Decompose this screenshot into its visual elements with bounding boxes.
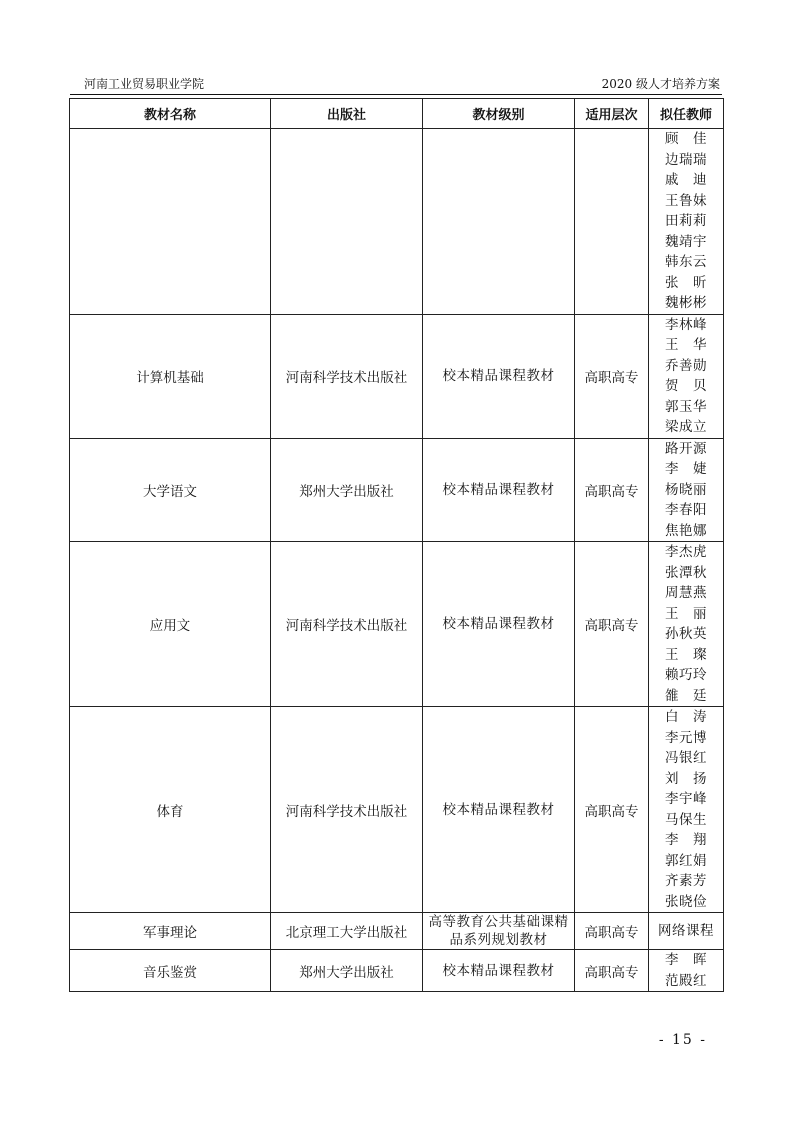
publisher-cell: 郑州大学出版社 [271, 438, 423, 542]
teacher-name: 郭玉华 [665, 398, 707, 415]
applicable-level-cell: 高职高专 [575, 950, 649, 992]
teacher-name: 赖巧玲 [665, 667, 707, 683]
teacher-name: 范殿红 [665, 972, 707, 989]
teacher-name: 边瑞瑞 [665, 151, 707, 168]
teacher-name: 贺 贝 [665, 378, 707, 394]
teacher-name: 李杰虎 [665, 544, 707, 560]
teacher-name: 李元博 [665, 729, 707, 746]
textbook-level-cell [423, 129, 575, 315]
teachers-cell [649, 438, 724, 542]
column-header-applicable-level: 适用层次 [575, 99, 649, 129]
teacher-name: 网络课程 [658, 922, 714, 939]
textbook-name-cell: 计算机基础 [70, 314, 271, 438]
publisher-cell: 河南科学技术出版社 [271, 314, 423, 438]
publisher-cell [271, 129, 423, 315]
teacher-name: 马保生 [665, 811, 707, 828]
teachers-cell [649, 950, 724, 992]
teacher-name: 梁成立 [665, 419, 707, 435]
teacher-name: 王 丽 [665, 605, 707, 622]
teachers-cell [649, 913, 724, 950]
teacher-name: 孙秋英 [665, 626, 707, 642]
teacher-name: 李宇峰 [665, 791, 707, 807]
applicable-level-cell: 高职高专 [575, 707, 649, 913]
table-row [70, 950, 724, 992]
textbook-name-cell: 音乐鉴赏 [70, 950, 271, 992]
teacher-name: 李 晖 [665, 952, 707, 968]
teacher-name: 顾 佳 [665, 131, 707, 147]
teachers-cell [649, 542, 724, 707]
textbook-level-cell: 校本精品课程教材 [423, 314, 575, 438]
teachers-cell [649, 129, 724, 315]
table-body [70, 129, 724, 992]
textbook-name-cell: 大学语文 [70, 438, 271, 542]
column-header-textbook-name: 教材名称 [70, 99, 271, 129]
teacher-name: 焦艳娜 [665, 522, 707, 539]
publisher-cell: 河南科学技术出版社 [271, 707, 423, 913]
teacher-name: 王鲁妹 [665, 192, 707, 209]
page-number: - 15 - [658, 1032, 707, 1048]
teacher-name: 雒 廷 [665, 687, 707, 704]
table-row [70, 438, 724, 542]
teacher-name: 刘 扬 [665, 770, 707, 787]
column-header-publisher: 出版社 [271, 99, 423, 129]
teachers-cell [649, 314, 724, 438]
textbook-name-cell [70, 129, 271, 315]
textbook-level-cell: 校本精品课程教材 [423, 950, 575, 992]
teacher-name: 王 璨 [665, 646, 707, 663]
textbook-level-cell: 校本精品课程教材 [423, 542, 575, 707]
table-row [70, 707, 724, 913]
table-row [70, 913, 724, 950]
teacher-name: 冯银红 [665, 750, 707, 766]
header-institution: 河南工业贸易职业学院 [84, 77, 205, 91]
publisher-cell: 河南科学技术出版社 [271, 542, 423, 707]
column-header-textbook-level: 教材级别 [423, 99, 575, 129]
table-header-row [70, 99, 724, 129]
applicable-level-cell [575, 129, 649, 315]
teacher-name: 乔善勋 [665, 357, 707, 374]
teacher-name: 郭红娟 [665, 852, 707, 869]
publisher-cell: 北京理工大学出版社 [271, 913, 423, 950]
teacher-name: 李春阳 [665, 502, 707, 518]
teachers-cell [649, 707, 724, 913]
teacher-name: 李林峰 [665, 316, 707, 333]
teacher-name: 周慧燕 [665, 585, 707, 601]
header-rule [70, 94, 722, 95]
header-document-title: 2020 级人才培养方案 [601, 77, 720, 91]
textbook-level-cell: 高等教育公共基础课精品系列规划教材 [423, 913, 575, 950]
table-row [70, 129, 724, 315]
publisher-cell: 郑州大学出版社 [271, 950, 423, 992]
teacher-name: 魏靖宇 [665, 233, 707, 250]
textbook-name-cell: 应用文 [70, 542, 271, 707]
table-row [70, 542, 724, 707]
table-row [70, 314, 724, 438]
teacher-name: 田莉莉 [665, 213, 707, 229]
teacher-name: 杨晓丽 [665, 481, 707, 498]
applicable-level-cell: 高职高专 [575, 438, 649, 542]
textbook-table [69, 98, 724, 992]
applicable-level-cell: 高职高专 [575, 314, 649, 438]
teacher-name: 路开源 [665, 440, 707, 457]
applicable-level-cell: 高职高专 [575, 913, 649, 950]
applicable-level-cell: 高职高专 [575, 542, 649, 707]
column-header-teachers: 拟任教师 [649, 99, 724, 129]
page-header [70, 76, 722, 92]
teacher-name: 戚 迪 [665, 172, 707, 188]
textbook-name-cell: 军事理论 [70, 913, 271, 950]
textbook-level-cell: 校本精品课程教材 [423, 707, 575, 913]
teacher-name: 齐素芳 [665, 873, 707, 889]
teacher-name: 张 昕 [665, 274, 707, 291]
teacher-name: 张潭秋 [665, 564, 707, 581]
teacher-name: 王 华 [665, 337, 707, 353]
textbook-level-cell: 校本精品课程教材 [423, 438, 575, 542]
teacher-name: 韩东云 [665, 254, 707, 270]
teacher-name: 白 涛 [665, 709, 707, 725]
teacher-name: 张晓俭 [665, 893, 707, 910]
teacher-name: 李 婕 [665, 461, 707, 477]
teacher-name: 魏彬彬 [665, 295, 707, 311]
teacher-name: 李 翔 [665, 832, 707, 848]
textbook-name-cell: 体育 [70, 707, 271, 913]
